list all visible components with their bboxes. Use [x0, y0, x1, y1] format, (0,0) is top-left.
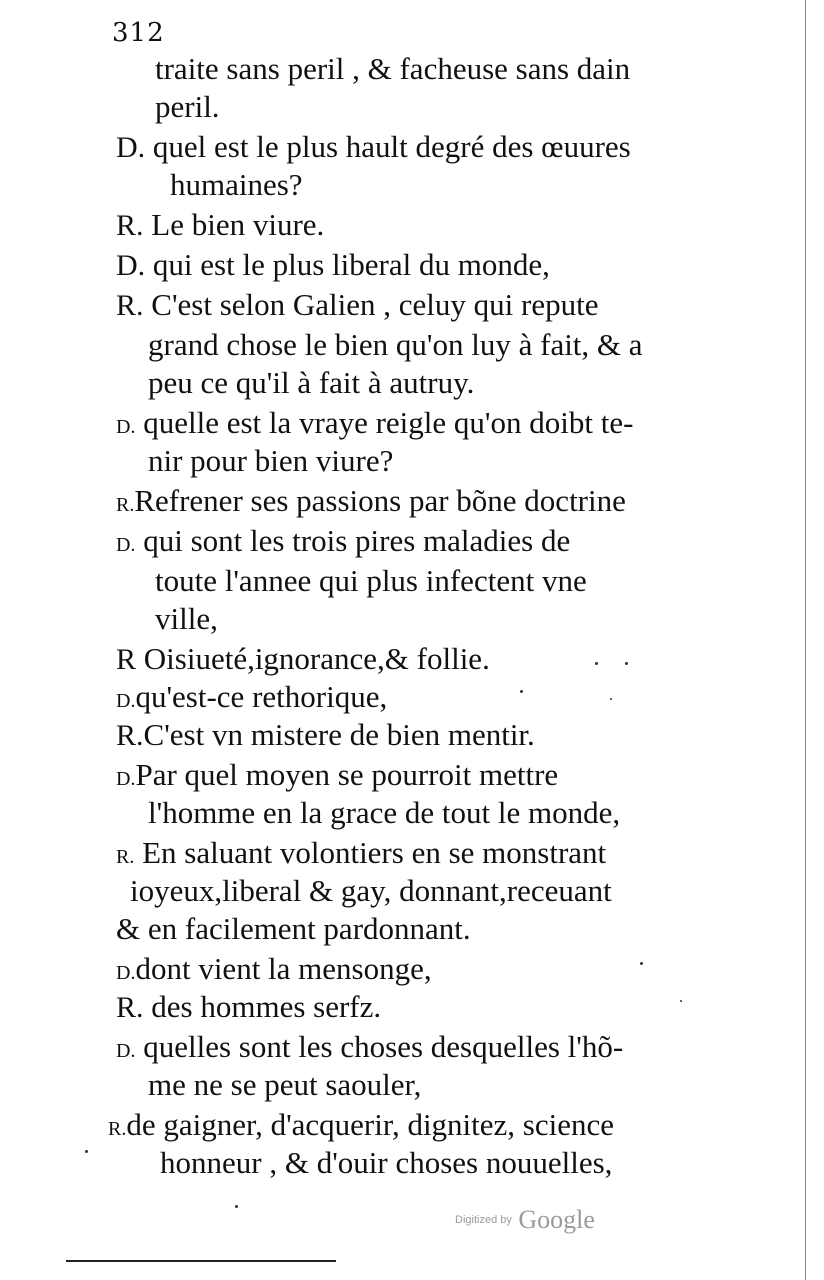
- speaker-mark: D.: [116, 534, 136, 556]
- text-line-10: D. quelle est la vraye reigle qu'on doibt te-: [116, 405, 634, 440]
- speaker-mark: D.: [116, 1040, 136, 1062]
- speaker-mark: D.: [116, 768, 136, 790]
- speck: [680, 1000, 682, 1002]
- speaker-mark: R: [116, 643, 137, 676]
- speaker-mark: D.: [116, 416, 136, 438]
- text-line-26: D. quelles sont les choses desquelles l'hõ-: [116, 1029, 624, 1064]
- text-line-8: grand chose le bien qu'on luy à fait, & a: [148, 327, 643, 362]
- speck: [625, 662, 628, 665]
- speaker-mark: R.: [116, 719, 144, 752]
- page-number: 312: [112, 18, 165, 48]
- speaker-mark: D.: [116, 131, 146, 164]
- text-line-15: ville,: [155, 601, 218, 636]
- text-line-12: R.Refrener ses passions par bõne doctrine: [116, 483, 626, 518]
- text-line-7: R. C'est selon Galien , celuy qui repute: [116, 287, 599, 322]
- page-edge: [805, 0, 806, 1280]
- digitized-label: Digitized by: [455, 1214, 512, 1226]
- text-line-5: R. Le bien viure.: [116, 207, 325, 242]
- text-line-14: toute l'annee qui plus infectent vne: [155, 563, 587, 598]
- speaker-mark: D.: [116, 249, 146, 282]
- bottom-rule: [66, 1260, 336, 1262]
- text-line-21: R. En saluant volontiers en se monstrant: [116, 835, 607, 870]
- text-line-1: traite sans peril , & facheuse sans dain: [155, 51, 631, 86]
- speaker-mark: D.: [116, 690, 136, 712]
- speaker-mark: R.: [116, 494, 135, 516]
- speaker-mark: R.: [116, 991, 144, 1024]
- speck: [235, 1205, 238, 1208]
- text-line-2: peril.: [155, 89, 220, 124]
- text-line-19: D.Par quel moyen se pourroit mettre: [116, 757, 559, 792]
- speck: [85, 1150, 88, 1153]
- text-line-6: D. qui est le plus liberal du monde,: [116, 247, 550, 282]
- speck: [520, 690, 523, 693]
- text-line-9: peu ce qu'il à fait à autruy.: [148, 365, 475, 400]
- text-line-18: R.C'est vn mistere de bien mentir.: [116, 717, 535, 752]
- text-line-29: honneur , & d'ouir choses nouuelles,: [160, 1145, 613, 1180]
- text-line-4: humaines?: [170, 167, 303, 202]
- speck: [640, 962, 643, 965]
- speaker-mark: R.: [116, 289, 144, 322]
- speaker-mark: R.: [116, 846, 135, 868]
- text-line-27: me ne se peut saouler,: [148, 1067, 422, 1102]
- text-line-11: nir pour bien viure?: [148, 443, 394, 478]
- google-logo: Google: [518, 1205, 595, 1234]
- text-line-25: R. des hommes serfz.: [116, 989, 382, 1024]
- text-line-22: ioyeux,liberal & gay, donnant,receuant: [130, 873, 612, 908]
- speaker-mark: R.: [108, 1118, 127, 1140]
- text-line-28: R.de gaigner, d'acquerir, dignitez, science: [108, 1107, 615, 1142]
- text-line-16: R Oisiueté,ignorance,& follie.: [116, 641, 490, 676]
- text-line-24: D.dont vient la mensonge,: [116, 951, 432, 986]
- speaker-mark: R.: [116, 209, 144, 242]
- speaker-mark: D.: [116, 962, 136, 984]
- speck: [595, 662, 598, 665]
- speck: [610, 698, 612, 700]
- text-line-13: D. qui sont les trois pires maladies de: [116, 523, 571, 558]
- text-line-20: l'homme en la grace de tout le monde,: [148, 795, 621, 830]
- text-line-17: D.qu'est-ce rethorique,: [116, 679, 388, 714]
- text-line-3: D. quel est le plus hault degré des œuures: [116, 129, 631, 164]
- text-line-23: & en facilement pardonnant.: [116, 911, 471, 946]
- digitized-watermark: [455, 1205, 595, 1235]
